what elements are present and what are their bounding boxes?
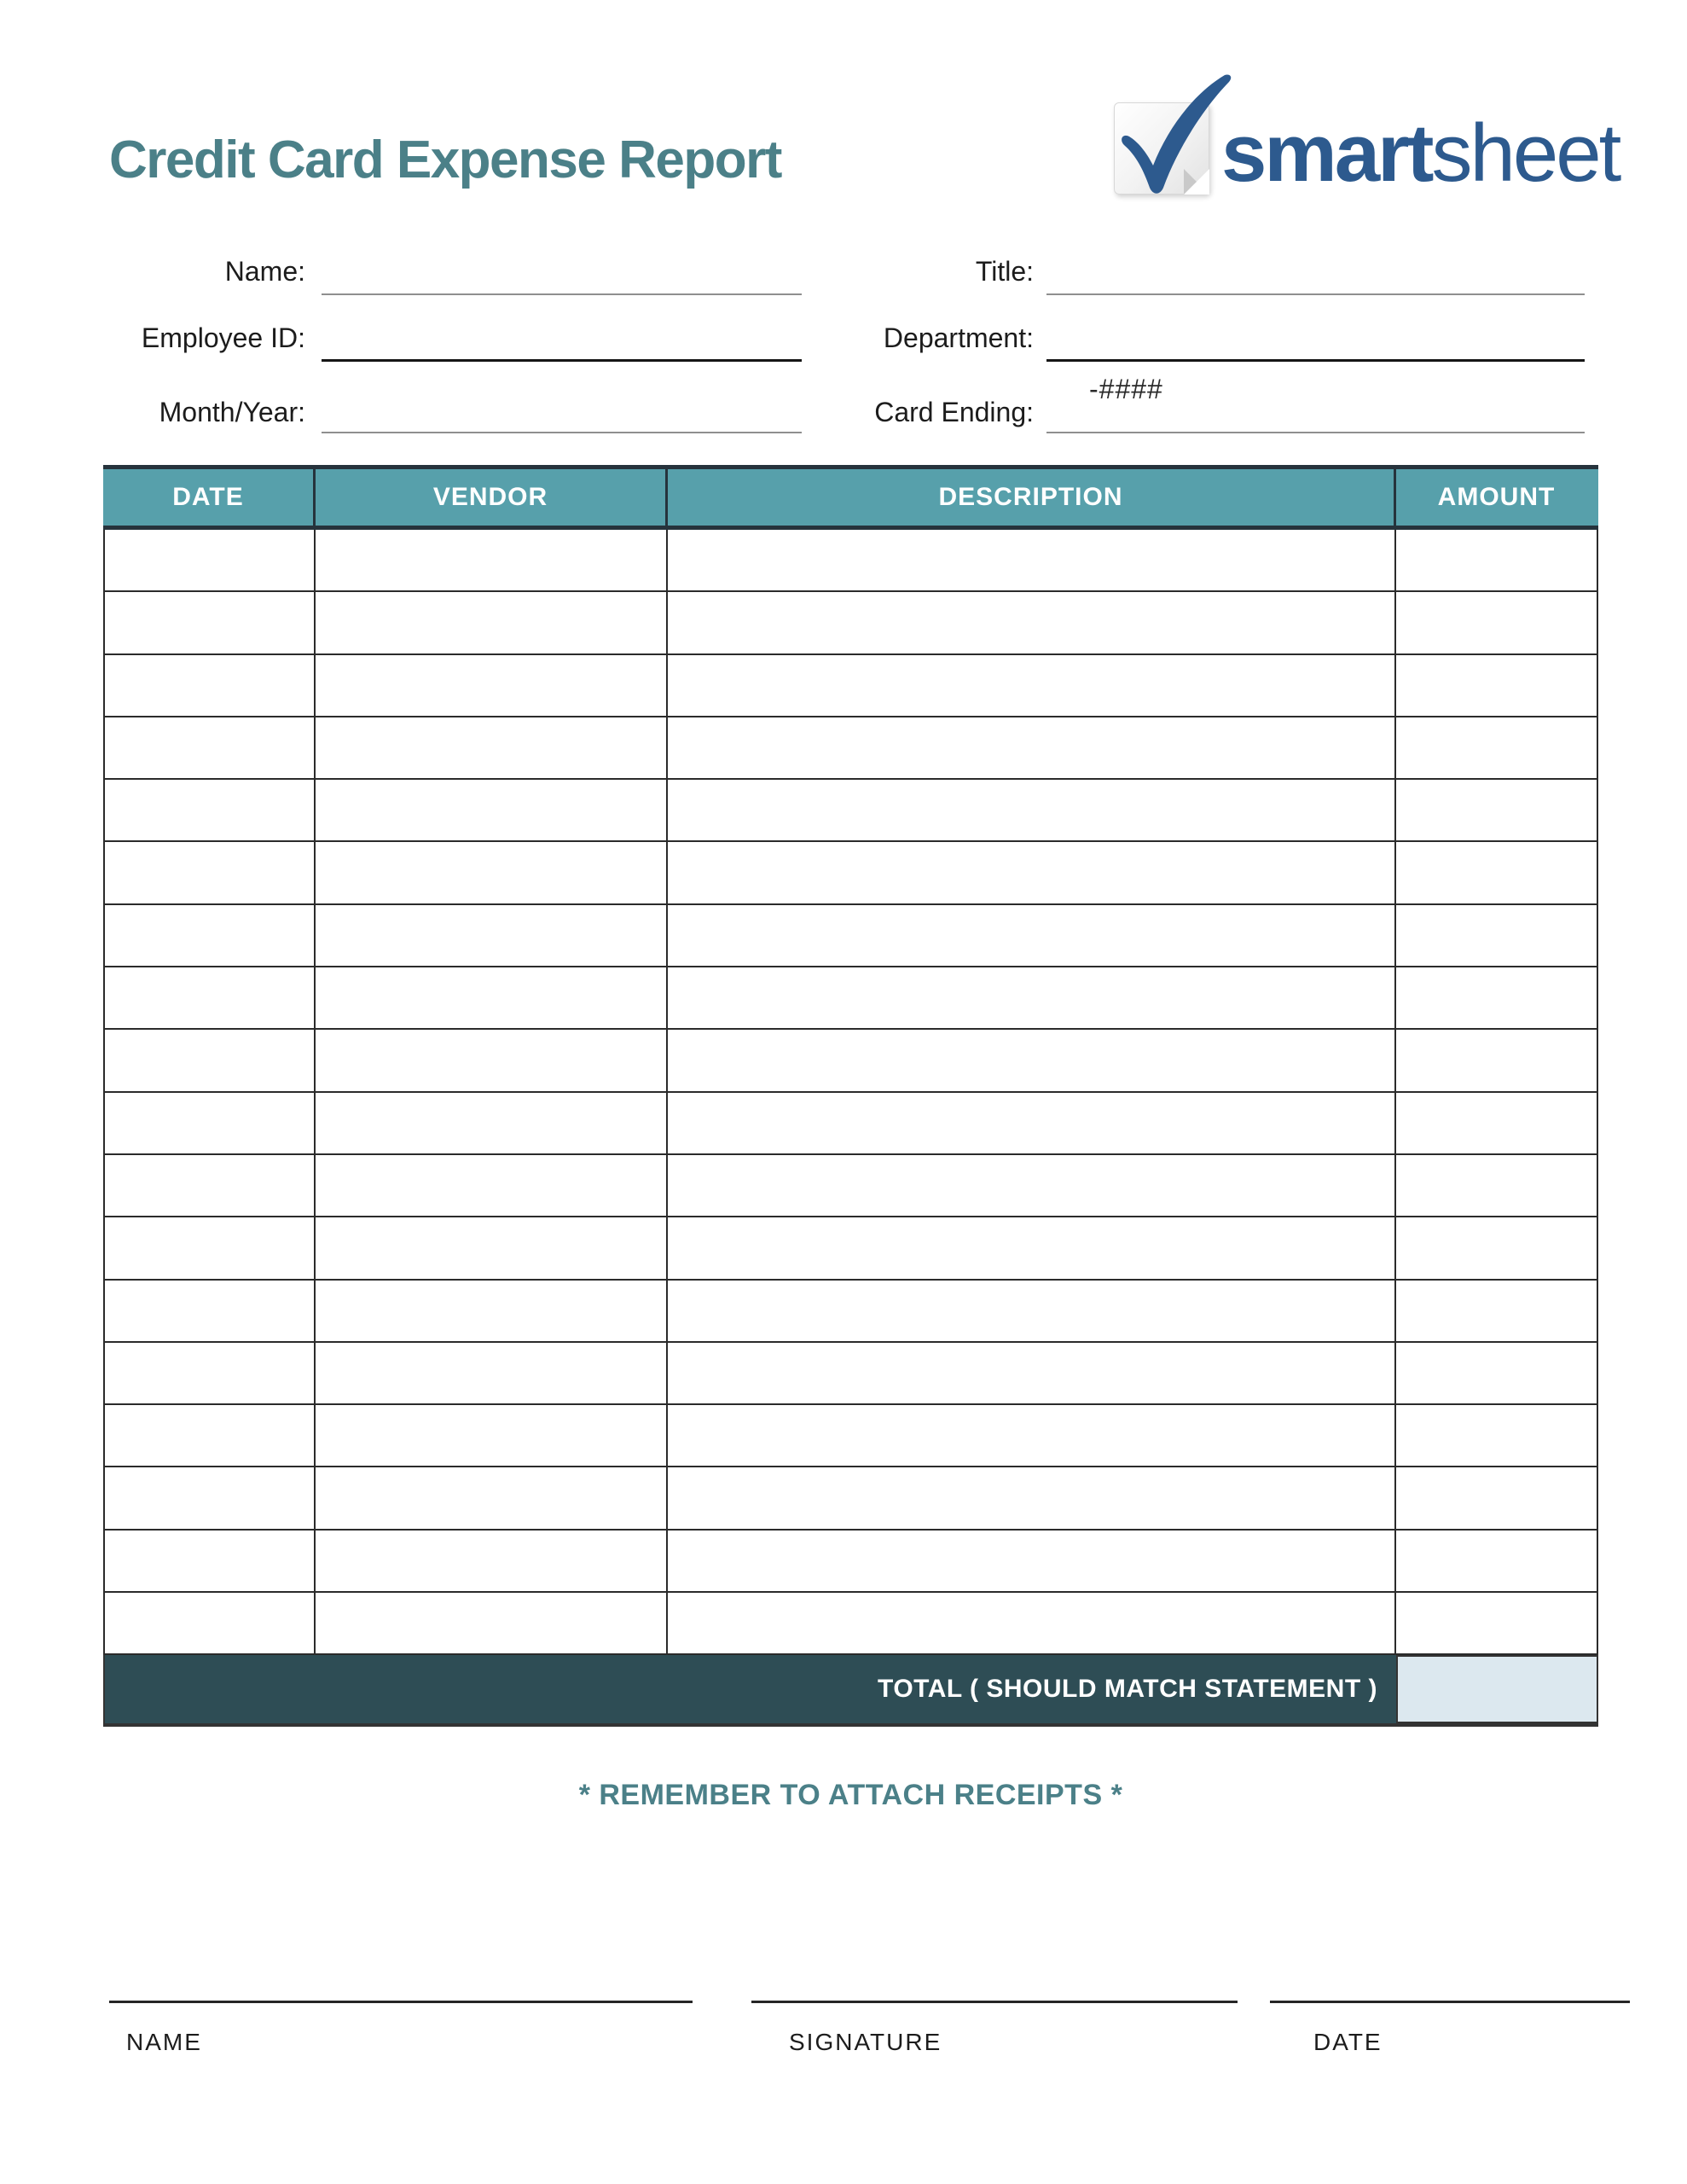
employee-id-label: Employee ID: — [141, 322, 305, 353]
table-row — [105, 1467, 1597, 1530]
table-row — [105, 717, 1597, 780]
table-cell[interactable] — [105, 905, 316, 966]
column-header-vendor: VENDOR — [316, 469, 668, 526]
logo-word-sheet: sheet — [1431, 107, 1620, 199]
table-cell[interactable] — [105, 655, 316, 716]
table-cell[interactable] — [1396, 1155, 1597, 1216]
table-cell[interactable] — [1396, 1405, 1597, 1466]
table-cell[interactable] — [668, 1217, 1396, 1278]
table-cell[interactable] — [1396, 1593, 1597, 1653]
table-cell[interactable] — [668, 1467, 1396, 1528]
name-label: Name: — [224, 256, 305, 287]
total-label: TOTAL ( SHOULD MATCH STATEMENT ) — [878, 1675, 1377, 1704]
table-row — [105, 1531, 1597, 1593]
table-cell[interactable] — [1396, 1281, 1597, 1341]
month-year-input-line[interactable] — [322, 432, 802, 433]
table-cell[interactable] — [105, 1405, 316, 1466]
table-cell[interactable] — [1396, 1093, 1597, 1153]
title-input-line[interactable] — [1046, 293, 1585, 295]
table-header-row — [103, 465, 1598, 530]
table-cell[interactable] — [668, 1281, 1396, 1341]
expense-table — [103, 465, 1598, 1727]
table-cell[interactable] — [316, 1155, 668, 1216]
table-cell[interactable] — [316, 717, 668, 778]
table-row — [105, 1343, 1597, 1405]
card-ending-placeholder: -#### — [1089, 374, 1163, 404]
table-row — [105, 842, 1597, 904]
signature-name-label: NAME — [126, 2029, 202, 2055]
table-cell[interactable] — [668, 1405, 1396, 1466]
table-row — [105, 1030, 1597, 1092]
table-cell[interactable] — [1396, 905, 1597, 966]
table-cell[interactable] — [668, 780, 1396, 840]
table-cell[interactable] — [668, 530, 1396, 590]
table-row — [105, 967, 1597, 1030]
table-cell[interactable] — [316, 780, 668, 840]
table-cell[interactable] — [1396, 530, 1597, 590]
table-cell[interactable] — [668, 1030, 1396, 1090]
table-cell[interactable] — [316, 1281, 668, 1341]
table-cell[interactable] — [316, 1030, 668, 1090]
table-cell[interactable] — [316, 655, 668, 716]
table-cell[interactable] — [1396, 1531, 1597, 1591]
total-amount-cell[interactable] — [1396, 1655, 1598, 1723]
table-cell[interactable] — [1396, 655, 1597, 716]
table-row — [105, 1405, 1597, 1467]
table-cell[interactable] — [105, 1467, 316, 1528]
table-cell[interactable] — [668, 1531, 1396, 1591]
table-cell[interactable] — [1396, 1030, 1597, 1090]
table-cell[interactable] — [105, 780, 316, 840]
department-label: Department: — [883, 322, 1034, 353]
table-cell[interactable] — [668, 967, 1396, 1028]
table-cell[interactable] — [105, 1093, 316, 1153]
table-cell[interactable] — [105, 1155, 316, 1216]
table-cell[interactable] — [316, 1531, 668, 1591]
signature-name-line[interactable] — [109, 2001, 693, 2003]
table-cell[interactable] — [1396, 1343, 1597, 1403]
table-cell[interactable] — [668, 592, 1396, 653]
table-row — [105, 530, 1597, 592]
signature-signature-line[interactable] — [751, 2001, 1238, 2003]
table-row — [105, 1217, 1597, 1280]
table-cell[interactable] — [1396, 967, 1597, 1028]
column-header-date: DATE — [103, 469, 316, 526]
department-input-line[interactable] — [1046, 359, 1585, 362]
table-cell[interactable] — [316, 530, 668, 590]
table-cell[interactable] — [105, 1281, 316, 1341]
table-cell[interactable] — [105, 717, 316, 778]
name-input-line[interactable] — [322, 293, 802, 295]
column-header-amount: AMOUNT — [1437, 483, 1556, 511]
title-label: Title: — [975, 256, 1034, 287]
table-cell[interactable] — [105, 967, 316, 1028]
card-ending-label: Card Ending: — [874, 397, 1034, 427]
table-cell[interactable] — [668, 717, 1396, 778]
table-cell[interactable] — [1396, 717, 1597, 778]
card-ending-input-line[interactable] — [1046, 432, 1585, 433]
table-cell[interactable] — [105, 592, 316, 653]
table-cell[interactable] — [668, 655, 1396, 716]
table-row — [105, 1281, 1597, 1343]
table-cell[interactable] — [668, 842, 1396, 903]
table-cell[interactable] — [1396, 842, 1597, 903]
table-cell[interactable] — [316, 592, 668, 653]
signature-date-label: DATE — [1313, 2029, 1383, 2055]
table-cell[interactable] — [668, 1343, 1396, 1403]
table-cell[interactable] — [668, 1093, 1396, 1153]
table-cell[interactable] — [105, 1030, 316, 1090]
table-cell[interactable] — [105, 1593, 316, 1653]
table-cell[interactable] — [105, 842, 316, 903]
table-cell[interactable] — [1396, 1467, 1597, 1528]
signature-date-line[interactable] — [1270, 2001, 1630, 2003]
month-year-label: Month/Year: — [159, 397, 305, 427]
table-cell[interactable] — [316, 1093, 668, 1153]
table-row — [105, 780, 1597, 842]
table-cell[interactable] — [316, 1593, 668, 1653]
total-row — [103, 1655, 1598, 1727]
table-cell[interactable] — [105, 1531, 316, 1591]
logo-checkmark-icon — [1117, 73, 1237, 198]
table-row — [105, 1155, 1597, 1217]
table-cell[interactable] — [316, 1467, 668, 1528]
smartsheet-logo — [1109, 78, 1620, 206]
attach-receipts-note: * REMEMBER TO ATTACH RECEIPTS * — [578, 1779, 1123, 1811]
table-row — [105, 592, 1597, 654]
table-row — [105, 655, 1597, 717]
table-row — [105, 1093, 1597, 1155]
table-cell[interactable] — [316, 967, 668, 1028]
table-cell[interactable] — [668, 1593, 1396, 1653]
logo-wordmark — [1221, 107, 1620, 199]
table-cell[interactable] — [105, 530, 316, 590]
table-row — [105, 905, 1597, 967]
table-cell[interactable] — [668, 1155, 1396, 1216]
employee-id-input-line[interactable] — [322, 359, 802, 362]
table-cell[interactable] — [105, 1343, 316, 1403]
table-cell[interactable] — [668, 905, 1396, 966]
table-cell[interactable] — [316, 905, 668, 966]
signature-signature-label: SIGNATURE — [789, 2029, 942, 2055]
table-body — [103, 530, 1598, 1655]
table-cell[interactable] — [1396, 780, 1597, 840]
table-cell[interactable] — [316, 1217, 668, 1278]
table-cell[interactable] — [316, 842, 668, 903]
table-cell[interactable] — [316, 1343, 668, 1403]
logo-word-smart: smart — [1221, 107, 1432, 199]
table-row — [105, 1593, 1597, 1655]
table-cell[interactable] — [1396, 1217, 1597, 1278]
page-title: Credit Card Expense Report — [109, 131, 781, 189]
table-cell[interactable] — [316, 1405, 668, 1466]
table-cell[interactable] — [1396, 592, 1597, 653]
table-cell[interactable] — [105, 1217, 316, 1278]
column-header-description: DESCRIPTION — [668, 469, 1396, 526]
